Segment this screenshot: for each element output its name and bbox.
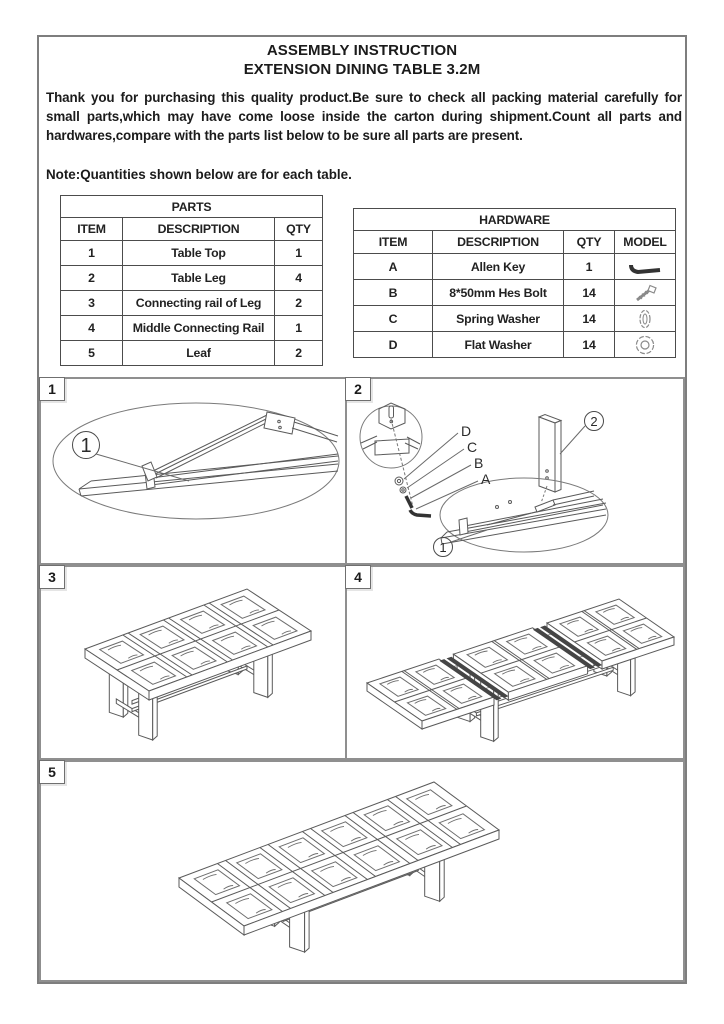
hardware-label-a: A (481, 471, 491, 487)
table-row (354, 332, 676, 358)
cell-description: Flat Washer (433, 332, 564, 358)
allen-key-icon (624, 256, 666, 278)
cell-item: A (354, 254, 433, 280)
step-5-number: 5 (39, 760, 65, 784)
cell-description: Spring Washer (433, 306, 564, 332)
col-header-model: MODEL (615, 231, 676, 254)
hardware-label-d: D (461, 423, 472, 439)
callout-leg-label: 2 (590, 414, 598, 429)
hardware-label-c: C (467, 439, 478, 455)
cell-qty: 14 (564, 306, 615, 332)
cell-item: D (354, 332, 433, 358)
step-4-number: 4 (345, 565, 371, 589)
cell-qty: 4 (275, 266, 323, 291)
table-row (61, 291, 323, 316)
table-row (61, 316, 323, 341)
parts-table-title: PARTS (61, 196, 323, 218)
cell-qty: 2 (275, 291, 323, 316)
col-header-description: DESCRIPTION (433, 231, 564, 254)
cell-qty: 14 (564, 332, 615, 358)
cell-qty: 14 (564, 280, 615, 306)
step-2-figure (347, 379, 681, 563)
cell-description: Leaf (123, 341, 275, 366)
step-3-panel (39, 565, 347, 760)
table-row (61, 266, 323, 291)
step-3-number: 3 (39, 565, 65, 589)
cell-model (615, 332, 676, 358)
table-row (354, 306, 676, 332)
spring-washer-icon (624, 307, 666, 331)
step-5-figure (41, 762, 683, 980)
step-4-figure (347, 567, 681, 758)
table-row (61, 241, 323, 266)
intro-paragraph: Thank you for purchasing this quality product.Be sure to check all packing material carefully for small parts,which may have come loose inside the carton during shipment.Count all parts and hardwares,compare with the parts list below to be sure all parts are present. (46, 90, 682, 143)
col-header-description: DESCRIPTION (123, 218, 275, 241)
cell-description: Middle Connecting Rail (123, 316, 275, 341)
hex-bolt-icon (624, 282, 666, 304)
step-1-figure (41, 379, 345, 563)
step-row-2 (39, 565, 685, 760)
step-1-number: 1 (39, 377, 65, 401)
col-header-item: ITEM (354, 231, 433, 254)
cell-item: 5 (61, 341, 123, 366)
page-title: ASSEMBLY INSTRUCTION (266, 42, 458, 59)
cell-item: 4 (61, 316, 123, 341)
step-3-figure (41, 567, 345, 758)
cell-qty: 1 (564, 254, 615, 280)
callout-table-top-label: 1 (80, 435, 92, 457)
callout-table-top-label: 1 (439, 540, 447, 555)
cell-qty: 1 (275, 241, 323, 266)
cell-description: Table Leg (123, 266, 275, 291)
parts-table (60, 195, 323, 366)
cell-description: Allen Key (433, 254, 564, 280)
cell-qty: 2 (275, 341, 323, 366)
cell-description: Table Top (123, 241, 275, 266)
cell-item: 3 (61, 291, 123, 316)
table-row (354, 280, 676, 306)
cell-item: 1 (61, 241, 123, 266)
table-row (61, 341, 323, 366)
cell-qty: 1 (275, 316, 323, 341)
step-4-panel (347, 565, 685, 760)
table-row (354, 254, 676, 280)
step-2-number: 2 (345, 377, 371, 401)
step-2-panel (347, 377, 685, 565)
quantity-note: Note:Quantities shown below are for each table. (46, 167, 352, 182)
step-5-panel (39, 760, 685, 982)
col-header-item: ITEM (61, 218, 123, 241)
cell-item: 2 (61, 266, 123, 291)
hardware-label-b: B (474, 455, 484, 471)
col-header-qty: QTY (275, 218, 323, 241)
flat-washer-icon (624, 333, 666, 357)
instruction-sheet (37, 35, 687, 984)
cell-description: 8*50mm Hes Bolt (433, 280, 564, 306)
cell-model (615, 254, 676, 280)
title-block (39, 37, 685, 79)
step-row-1 (39, 377, 685, 565)
step-1-panel (39, 377, 347, 565)
cell-item: B (354, 280, 433, 306)
cell-item: C (354, 306, 433, 332)
page-subtitle: EXTENSION DINING TABLE 3.2M (243, 61, 481, 78)
col-header-qty: QTY (564, 231, 615, 254)
cell-model (615, 280, 676, 306)
hardware-table (353, 208, 676, 358)
step-row-3 (39, 760, 685, 982)
hardware-table-title: HARDWARE (354, 209, 676, 231)
cell-model (615, 306, 676, 332)
cell-description: Connecting rail of Leg (123, 291, 275, 316)
